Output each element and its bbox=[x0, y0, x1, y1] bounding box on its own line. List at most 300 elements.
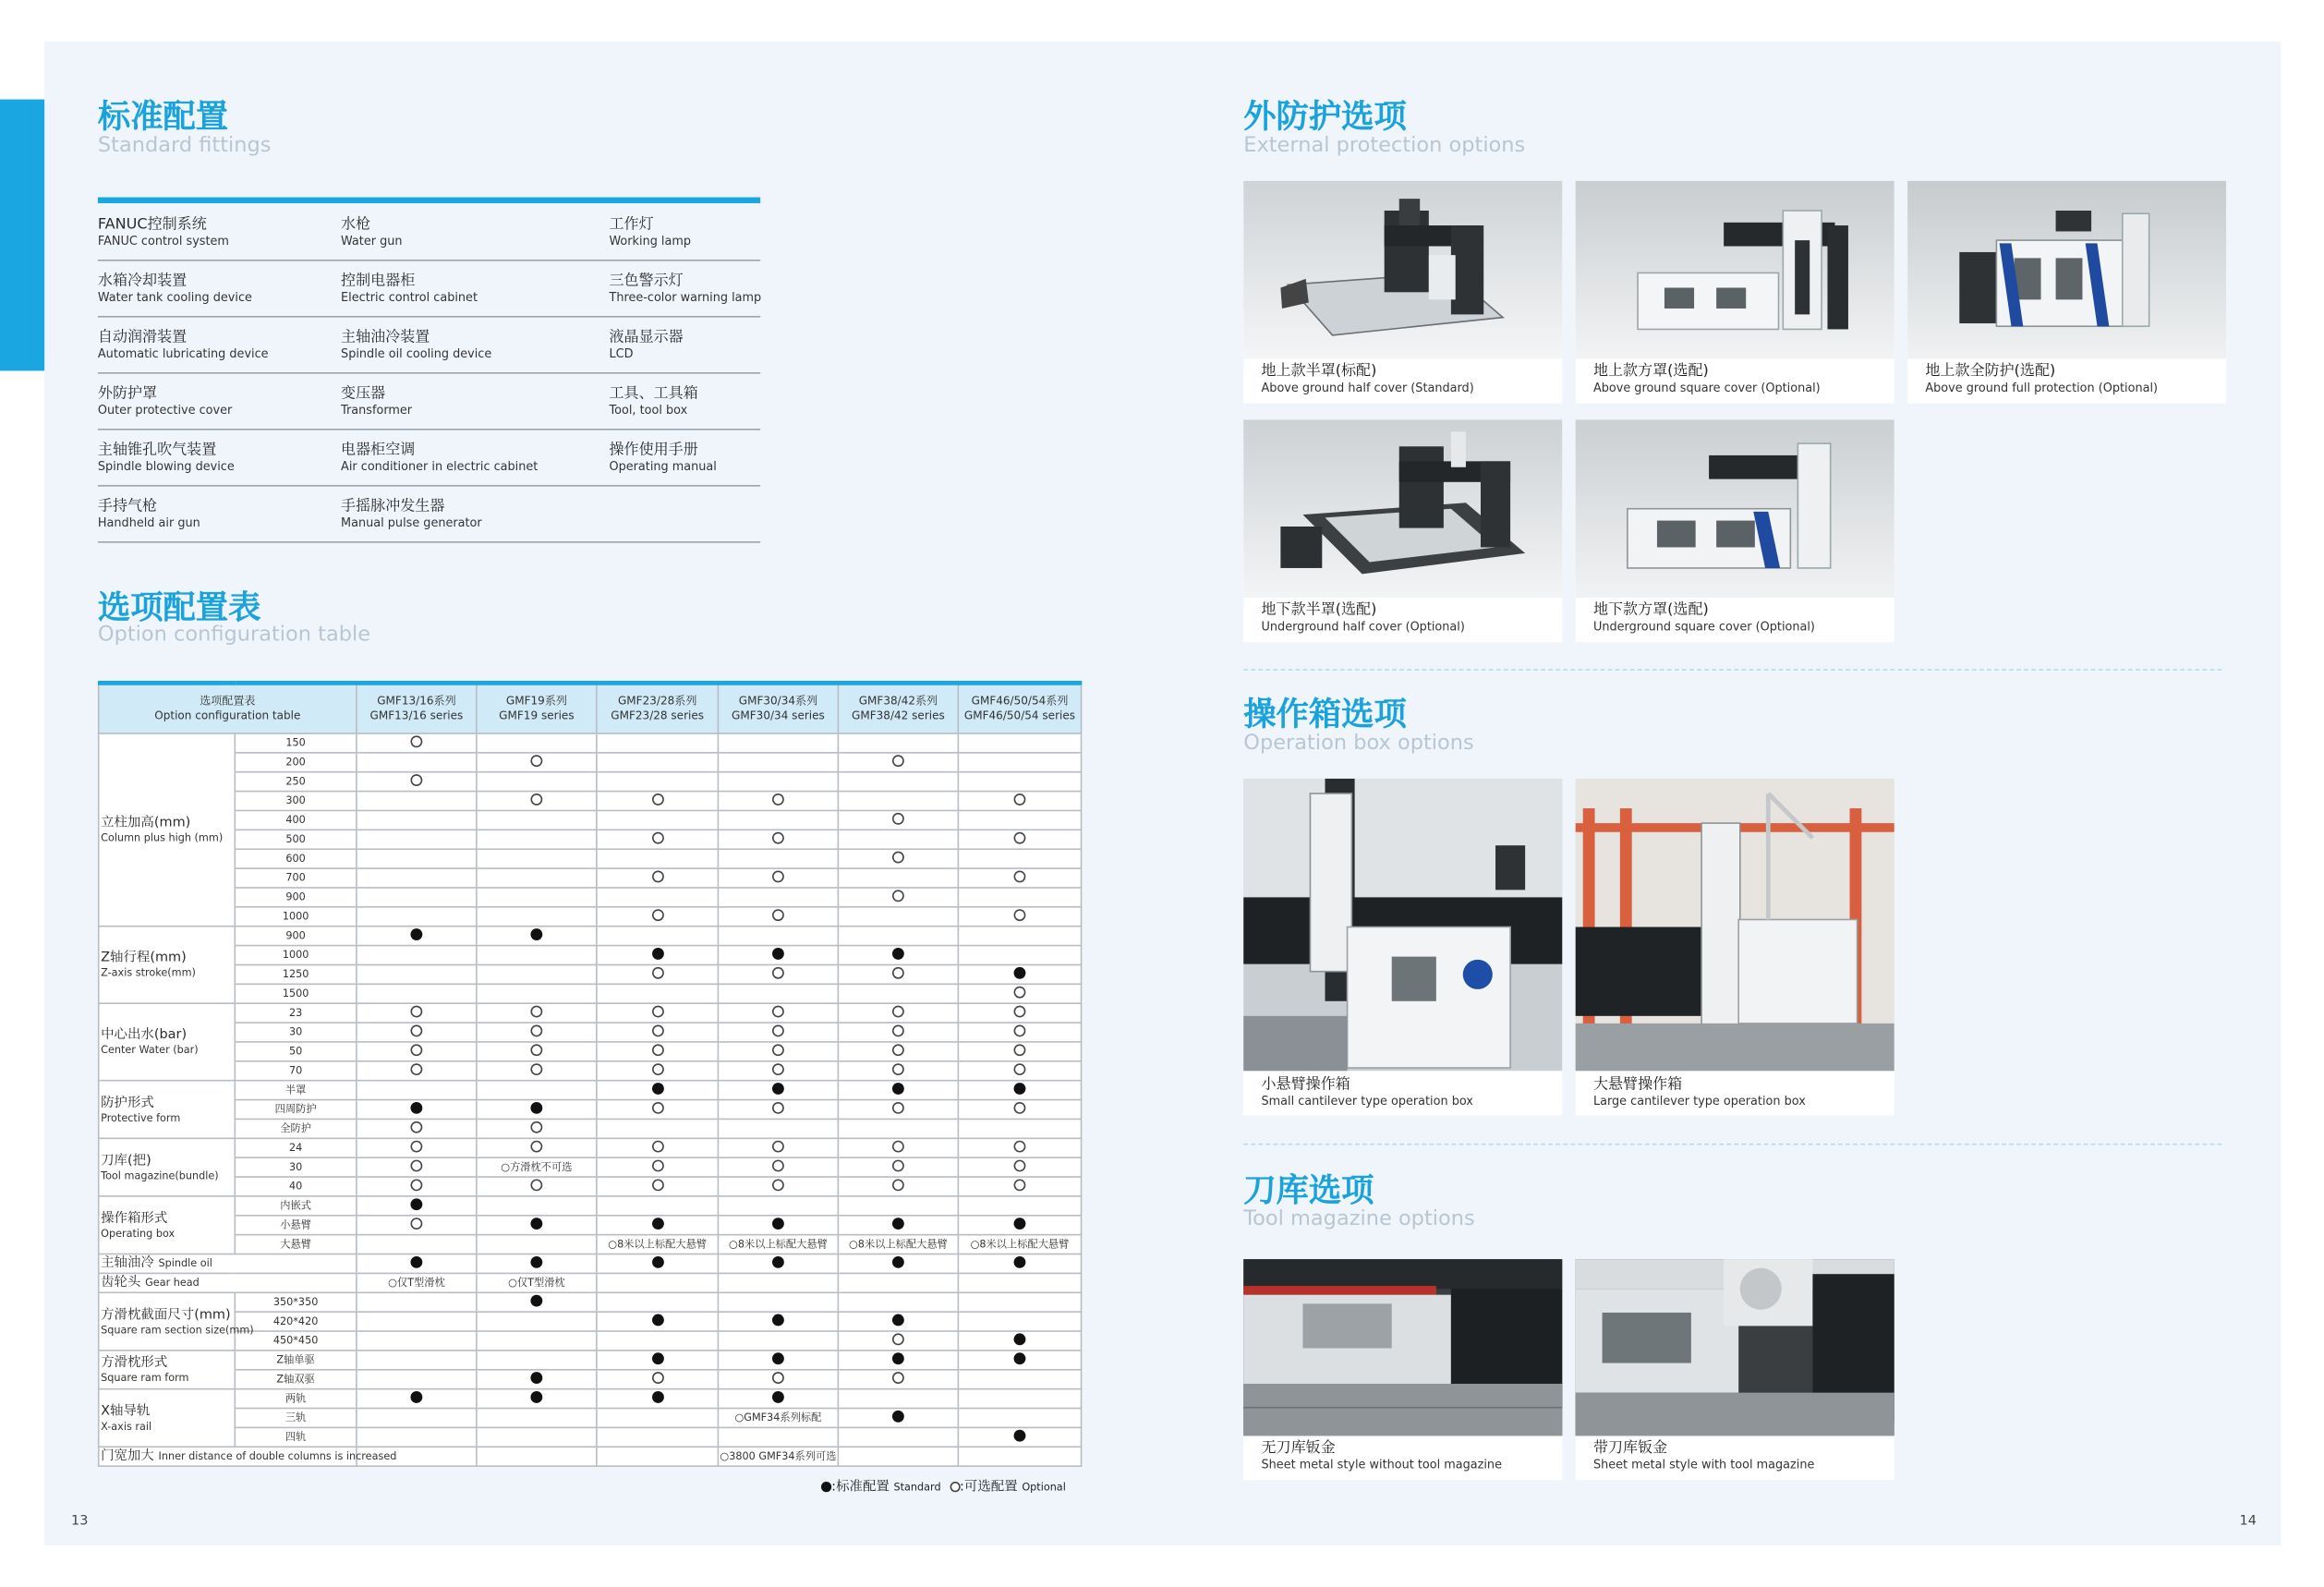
table-cell bbox=[597, 1100, 719, 1120]
table-cell bbox=[477, 946, 597, 965]
page-number-right: 14 bbox=[2239, 1514, 2257, 1530]
fitting-item bbox=[341, 498, 482, 530]
external-title-cn: 外防护选项 bbox=[1243, 99, 1407, 137]
options-title-cn: 选项配置表 bbox=[97, 590, 261, 628]
table-cell bbox=[838, 984, 958, 1003]
table-cell bbox=[357, 868, 477, 888]
standard-dot-icon bbox=[892, 1411, 904, 1423]
row-sub-label: 1000 bbox=[235, 946, 357, 965]
fitting-name-cn: 主轴锥孔吹气装置 bbox=[97, 442, 217, 459]
row-sub-label: Z轴单驱 bbox=[235, 1351, 357, 1370]
machine-photo bbox=[1243, 419, 1562, 598]
fitting-name-cn: 手持气枪 bbox=[97, 498, 158, 515]
table-cell bbox=[958, 1409, 1081, 1428]
external-card-square-cover bbox=[1576, 181, 1894, 404]
optional-circle-icon bbox=[1014, 1160, 1026, 1172]
optional-circle-icon bbox=[530, 1006, 542, 1018]
optional-circle-icon bbox=[1014, 1179, 1026, 1191]
machine-photo bbox=[1907, 181, 2226, 359]
table-cell bbox=[357, 1292, 477, 1312]
standard-dot-icon bbox=[530, 1218, 542, 1230]
table-cell bbox=[357, 964, 477, 984]
table-cell bbox=[477, 868, 597, 888]
standard-dot-icon bbox=[651, 1352, 663, 1364]
fitting-name-cn: 自动润滑装置 bbox=[97, 329, 188, 346]
external-card-half-cover bbox=[1243, 181, 1562, 404]
row-sub-label: Z轴双驱 bbox=[235, 1370, 357, 1389]
fitting-name-en: Working lamp bbox=[609, 234, 692, 248]
table-row bbox=[99, 830, 1082, 849]
row-sub-label: 700 bbox=[235, 868, 357, 888]
optional-circle-icon bbox=[772, 1372, 784, 1384]
table-cell bbox=[597, 1447, 719, 1466]
table-cell bbox=[718, 792, 838, 811]
table-row bbox=[99, 964, 1082, 984]
standard-dot-icon bbox=[892, 1218, 904, 1230]
optional-circle-icon bbox=[772, 870, 784, 882]
standard-dot-icon bbox=[772, 1391, 784, 1403]
table-row bbox=[99, 753, 1082, 772]
section-divider bbox=[1243, 1144, 2221, 1145]
machine-photo bbox=[1243, 181, 1562, 359]
table-row bbox=[99, 1119, 1082, 1138]
optional-circle-icon bbox=[1014, 794, 1026, 806]
optional-circle-icon bbox=[651, 1372, 663, 1384]
optional-circle-icon bbox=[1014, 1102, 1026, 1114]
table-cell bbox=[958, 964, 1081, 984]
table-row bbox=[99, 1292, 1082, 1312]
caption: 地上款方罩(选配) Above ground square cover (Optional) bbox=[1592, 363, 1821, 395]
fitting-name-cn: FANUC控制系统 bbox=[97, 216, 207, 234]
standard-dot-icon bbox=[772, 948, 784, 960]
optional-circle-icon bbox=[410, 1160, 422, 1172]
table-cell bbox=[958, 830, 1081, 849]
table-cell bbox=[477, 1427, 597, 1447]
table-cell bbox=[838, 1100, 958, 1120]
table-cell bbox=[357, 1409, 477, 1428]
optional-circle-icon bbox=[772, 1179, 784, 1191]
series-header: GMF46/50/54系列 GMF46/50/54 series bbox=[958, 683, 1081, 733]
table-cell bbox=[477, 810, 597, 830]
table-row bbox=[99, 1447, 1082, 1466]
standard-dot-icon bbox=[1014, 1083, 1026, 1095]
table-cell bbox=[718, 907, 838, 927]
table-row bbox=[99, 1216, 1082, 1235]
table-cell bbox=[718, 964, 838, 984]
table-cell bbox=[838, 733, 958, 753]
table-cell bbox=[597, 964, 719, 984]
external-card-full-protection bbox=[1907, 181, 2226, 404]
table-cell bbox=[958, 888, 1081, 907]
table-cell bbox=[477, 1235, 597, 1254]
table-cell: ○GMF34系列标配 bbox=[718, 1409, 838, 1428]
table-row bbox=[99, 1409, 1082, 1428]
fitting-name-cn: 三色警示灯 bbox=[609, 273, 684, 290]
table-cell bbox=[718, 1427, 838, 1447]
caption: 小悬臂操作箱 Small cantilever type operation box bbox=[1261, 1076, 1473, 1108]
standard-dot-icon bbox=[651, 1314, 663, 1327]
table-row bbox=[99, 1196, 1082, 1216]
table-cell bbox=[718, 1119, 838, 1138]
table-cell bbox=[477, 1003, 597, 1023]
table-row bbox=[99, 1100, 1082, 1120]
operation-title-en: Operation box options bbox=[1243, 731, 1474, 756]
optional-circle-icon bbox=[892, 1333, 904, 1345]
external-title-en: External protection options bbox=[1243, 133, 1526, 158]
table-cell bbox=[477, 849, 597, 868]
table-cell bbox=[838, 1370, 958, 1389]
optional-circle-icon bbox=[530, 755, 542, 767]
standard-dot-icon bbox=[651, 1256, 663, 1268]
table-cell bbox=[838, 1447, 958, 1466]
table-row bbox=[99, 1370, 1082, 1389]
table-cell bbox=[838, 1177, 958, 1196]
fitting-item bbox=[98, 273, 252, 305]
table-cell bbox=[958, 868, 1081, 888]
table-row bbox=[99, 1427, 1082, 1447]
table-row bbox=[99, 1254, 1082, 1274]
fitting-item bbox=[341, 385, 412, 418]
table-cell bbox=[357, 1331, 477, 1351]
table-cell bbox=[477, 1331, 597, 1351]
standard-dot-icon bbox=[530, 928, 542, 940]
caption: 地上款全防护(选配) Above ground full protection (Optional) bbox=[1925, 363, 2159, 395]
table-cell bbox=[838, 830, 958, 849]
table-cell bbox=[597, 1196, 719, 1216]
table-cell bbox=[718, 1100, 838, 1120]
series-header: GMF19系列 GMF19 series bbox=[477, 683, 597, 733]
fitting-name-cn: 手摇脉冲发生器 bbox=[341, 498, 445, 515]
table-row bbox=[99, 772, 1082, 792]
page-number-left: 13 bbox=[71, 1514, 89, 1530]
table-cell bbox=[357, 849, 477, 868]
fitting-name-en: Outer protective cover bbox=[97, 403, 233, 418]
row-sub-label: 900 bbox=[235, 888, 357, 907]
table-cell bbox=[718, 1138, 838, 1157]
fitting-name-en: Manual pulse generator bbox=[341, 515, 482, 530]
table-row bbox=[99, 1061, 1082, 1081]
table-cell bbox=[838, 1003, 958, 1023]
table-cell bbox=[838, 1061, 958, 1081]
table-cell bbox=[597, 1370, 719, 1389]
series-header: GMF30/34系列 GMF30/34 series bbox=[718, 683, 838, 733]
table-cell bbox=[597, 1003, 719, 1023]
table-cell bbox=[958, 1331, 1081, 1351]
magazine-card-with bbox=[1576, 1259, 1894, 1480]
fitting-item bbox=[341, 329, 491, 361]
table-cell bbox=[477, 1370, 597, 1389]
table-cell bbox=[477, 907, 597, 927]
table-cell: ○8米以上标配大悬臂 bbox=[718, 1235, 838, 1254]
row-label: 主轴油冷 Spindle oil bbox=[99, 1254, 357, 1274]
table-cell bbox=[477, 1138, 597, 1157]
optional-circle-icon bbox=[1014, 1024, 1026, 1036]
table-cell bbox=[597, 1081, 719, 1100]
table-cell bbox=[838, 946, 958, 965]
standard-top-rule bbox=[98, 198, 760, 203]
table-cell bbox=[597, 772, 719, 792]
fitting-item bbox=[341, 442, 538, 474]
table-cell bbox=[958, 1370, 1081, 1389]
optional-circle-icon bbox=[1014, 870, 1026, 882]
machine-photo bbox=[1576, 779, 1894, 1071]
table-cell bbox=[597, 1389, 719, 1409]
row-label: 门宽加大 Inner distance of double columns is increased bbox=[99, 1447, 357, 1466]
table-row bbox=[99, 1235, 1082, 1254]
fitting-name-cn: 工具、工具箱 bbox=[609, 385, 698, 403]
table-header-row bbox=[99, 683, 1082, 733]
optional-circle-icon bbox=[651, 1006, 663, 1018]
table-cell bbox=[597, 946, 719, 965]
fitting-item bbox=[609, 216, 691, 248]
table-cell bbox=[838, 964, 958, 984]
table-cell bbox=[597, 792, 719, 811]
table-cell bbox=[718, 1042, 838, 1061]
fitting-name-cn: 变压器 bbox=[341, 385, 386, 403]
optional-circle-icon bbox=[772, 1044, 784, 1056]
table-cell bbox=[597, 888, 719, 907]
standard-dot-icon bbox=[772, 1352, 784, 1364]
fitting-name-en: Handheld air gun bbox=[97, 515, 200, 530]
fitting-item bbox=[609, 329, 683, 361]
table-cell bbox=[958, 1081, 1081, 1100]
standard-dot-icon bbox=[1014, 1218, 1026, 1230]
row-divider bbox=[98, 429, 760, 430]
table-row bbox=[99, 888, 1082, 907]
table-cell bbox=[597, 1409, 719, 1428]
standard-dot-icon bbox=[530, 1295, 542, 1307]
row-group-label: 中心出水(bar) Center Water (bar) bbox=[99, 1003, 236, 1080]
table-cell bbox=[958, 1254, 1081, 1274]
table-cell bbox=[838, 1351, 958, 1370]
optional-circle-icon bbox=[410, 1063, 422, 1075]
table-cell bbox=[958, 1216, 1081, 1235]
table-cell bbox=[838, 810, 958, 830]
table-cell bbox=[357, 733, 477, 753]
table-cell bbox=[838, 1409, 958, 1428]
table-cell bbox=[838, 868, 958, 888]
optional-circle-icon bbox=[410, 1179, 422, 1191]
machine-photo bbox=[1243, 779, 1562, 1071]
optional-circle-icon bbox=[530, 1024, 542, 1036]
table-cell bbox=[597, 1254, 719, 1274]
table-cell bbox=[958, 792, 1081, 811]
table-cell bbox=[597, 810, 719, 830]
table-row bbox=[99, 849, 1082, 868]
optional-circle-icon bbox=[530, 794, 542, 806]
table-cell bbox=[838, 1042, 958, 1061]
operation-card-small-cantilever bbox=[1243, 779, 1562, 1115]
table-cell bbox=[718, 1351, 838, 1370]
standard-dot-icon bbox=[772, 1218, 784, 1230]
row-sub-label: 40 bbox=[235, 1177, 357, 1196]
table-row bbox=[99, 1003, 1082, 1023]
fitting-name-en: Spindle blowing device bbox=[97, 459, 235, 474]
table-cell bbox=[357, 984, 477, 1003]
optional-circle-icon bbox=[892, 852, 904, 864]
table-cell bbox=[357, 1119, 477, 1138]
table-cell bbox=[597, 868, 719, 888]
fitting-name-cn: 电器柜空调 bbox=[341, 442, 416, 459]
table-cell bbox=[958, 1447, 1081, 1466]
table-cell bbox=[477, 792, 597, 811]
standard-dot-icon bbox=[892, 1256, 904, 1268]
table-cell bbox=[477, 1447, 597, 1466]
magazine-title-cn: 刀库选项 bbox=[1243, 1173, 1374, 1211]
table-row bbox=[99, 792, 1082, 811]
table-cell bbox=[477, 1351, 597, 1370]
table-cell bbox=[477, 1292, 597, 1312]
table-row bbox=[99, 1081, 1082, 1100]
standard-dot-icon bbox=[530, 1372, 542, 1384]
standard-dot-icon bbox=[651, 1391, 663, 1403]
table-cell bbox=[718, 772, 838, 792]
table-cell bbox=[357, 1196, 477, 1216]
table-cell bbox=[477, 830, 597, 849]
table-row bbox=[99, 984, 1082, 1003]
row-sub-label: 四周防护 bbox=[235, 1100, 357, 1120]
table-corner-header: 选项配置表 Option configuration table bbox=[99, 683, 357, 733]
standard-dot-icon bbox=[530, 1102, 542, 1114]
table-legend: :标准配置 Standard :可选配置 Optional bbox=[821, 1476, 1066, 1496]
optional-circle-icon bbox=[892, 1024, 904, 1036]
row-label: 齿轮头 Gear head bbox=[99, 1273, 357, 1292]
table-cell bbox=[357, 1023, 477, 1042]
table-cell bbox=[958, 1351, 1081, 1370]
table-cell bbox=[357, 1427, 477, 1447]
table-cell bbox=[958, 1157, 1081, 1177]
fitting-name-cn: 液晶显示器 bbox=[609, 329, 684, 346]
row-sub-label: 350*350 bbox=[235, 1292, 357, 1312]
standard-dot-icon bbox=[530, 1391, 542, 1403]
fitting-name-cn: 主轴油冷装置 bbox=[341, 329, 430, 346]
table-cell bbox=[477, 772, 597, 792]
optional-circle-icon bbox=[892, 1063, 904, 1075]
row-sub-label: 900 bbox=[235, 927, 357, 946]
table-cell bbox=[357, 1177, 477, 1196]
table-cell bbox=[477, 1023, 597, 1042]
table-cell bbox=[838, 1331, 958, 1351]
standard-dot-icon bbox=[892, 1352, 904, 1364]
table-cell bbox=[958, 907, 1081, 927]
table-cell bbox=[958, 1292, 1081, 1312]
table-cell bbox=[718, 1370, 838, 1389]
row-group-label: 方滑枕形式 Square ram form bbox=[99, 1351, 236, 1389]
standard-dot-icon bbox=[410, 928, 422, 940]
table-cell bbox=[357, 792, 477, 811]
optional-circle-icon bbox=[1014, 1044, 1026, 1056]
blue-side-tab bbox=[0, 100, 44, 371]
row-sub-label: 450*450 bbox=[235, 1331, 357, 1351]
table-cell bbox=[357, 810, 477, 830]
table-cell bbox=[597, 1042, 719, 1061]
optional-circle-icon bbox=[651, 1102, 663, 1114]
fitting-name-en: Spindle oil cooling device bbox=[341, 346, 492, 361]
table-cell bbox=[718, 849, 838, 868]
table-cell bbox=[357, 1061, 477, 1081]
standard-dot-icon bbox=[410, 1198, 422, 1210]
optional-circle-icon bbox=[772, 1006, 784, 1018]
table-cell bbox=[958, 772, 1081, 792]
table-cell bbox=[718, 1196, 838, 1216]
table-cell bbox=[477, 1312, 597, 1331]
table-cell bbox=[718, 1312, 838, 1331]
optional-circle-icon bbox=[772, 909, 784, 921]
table-row bbox=[99, 1138, 1082, 1157]
standard-dot-icon bbox=[892, 1314, 904, 1327]
optional-circle-icon bbox=[530, 1044, 542, 1056]
table-cell bbox=[838, 1157, 958, 1177]
row-sub-label: 250 bbox=[235, 772, 357, 792]
optional-circle-icon bbox=[410, 1044, 422, 1056]
series-header: GMF13/16系列 GMF13/16 series bbox=[357, 683, 477, 733]
table-cell bbox=[597, 1273, 719, 1292]
row-group-label: 立柱加高(mm) Column plus high (mm) bbox=[99, 733, 236, 927]
row-divider bbox=[98, 372, 760, 374]
standard-dot-icon bbox=[410, 1256, 422, 1268]
optional-circle-icon bbox=[892, 1160, 904, 1172]
fitting-name-cn: 水箱冷却装置 bbox=[97, 273, 188, 290]
optional-circle-icon bbox=[892, 755, 904, 767]
table-cell bbox=[718, 1273, 838, 1292]
fitting-item bbox=[98, 385, 232, 418]
table-cell bbox=[718, 1023, 838, 1042]
standard-dot-icon bbox=[1014, 1333, 1026, 1345]
table-cell bbox=[477, 1081, 597, 1100]
fitting-name-en: Water tank cooling device bbox=[97, 290, 252, 305]
caption: 大悬臂操作箱 Large cantilever type operation box bbox=[1592, 1076, 1806, 1108]
table-row bbox=[99, 927, 1082, 946]
row-sub-label: 三轨 bbox=[235, 1409, 357, 1428]
optional-circle-icon bbox=[651, 794, 663, 806]
fitting-item bbox=[98, 216, 229, 248]
optional-circle-icon bbox=[1014, 909, 1026, 921]
table-cell bbox=[718, 1216, 838, 1235]
optional-circle-icon bbox=[530, 1063, 542, 1075]
table-cell bbox=[958, 1003, 1081, 1023]
row-divider bbox=[98, 485, 760, 487]
table-cell bbox=[958, 810, 1081, 830]
table-cell bbox=[838, 1312, 958, 1331]
optional-circle-icon bbox=[651, 870, 663, 882]
table-cell bbox=[357, 1370, 477, 1389]
option-configuration-table bbox=[98, 681, 1082, 1467]
table-row bbox=[99, 1389, 1082, 1409]
row-sub-label: 30 bbox=[235, 1023, 357, 1042]
optional-circle-icon bbox=[530, 1141, 542, 1153]
options-title-en: Option configuration table bbox=[97, 623, 371, 648]
fitting-name-cn: 控制电器柜 bbox=[341, 273, 416, 290]
table-cell bbox=[477, 927, 597, 946]
caption: 地下款方罩(选配) Underground square cover (Optional) bbox=[1592, 601, 1815, 634]
table-cell bbox=[357, 888, 477, 907]
optional-circle-icon bbox=[892, 1372, 904, 1384]
optional-circle-icon bbox=[892, 967, 904, 979]
machine-photo bbox=[1576, 181, 1894, 359]
table-cell bbox=[597, 1177, 719, 1196]
fitting-item bbox=[98, 442, 235, 474]
table-cell bbox=[357, 1081, 477, 1100]
table-cell bbox=[718, 1003, 838, 1023]
fitting-name-en: Operating manual bbox=[609, 459, 717, 474]
standard-title-cn: 标准配置 bbox=[97, 99, 229, 137]
optional-circle-icon bbox=[892, 813, 904, 825]
row-divider bbox=[98, 260, 760, 261]
table-cell bbox=[597, 753, 719, 772]
table-cell bbox=[357, 1003, 477, 1023]
table-cell bbox=[357, 1235, 477, 1254]
table-cell bbox=[357, 907, 477, 927]
